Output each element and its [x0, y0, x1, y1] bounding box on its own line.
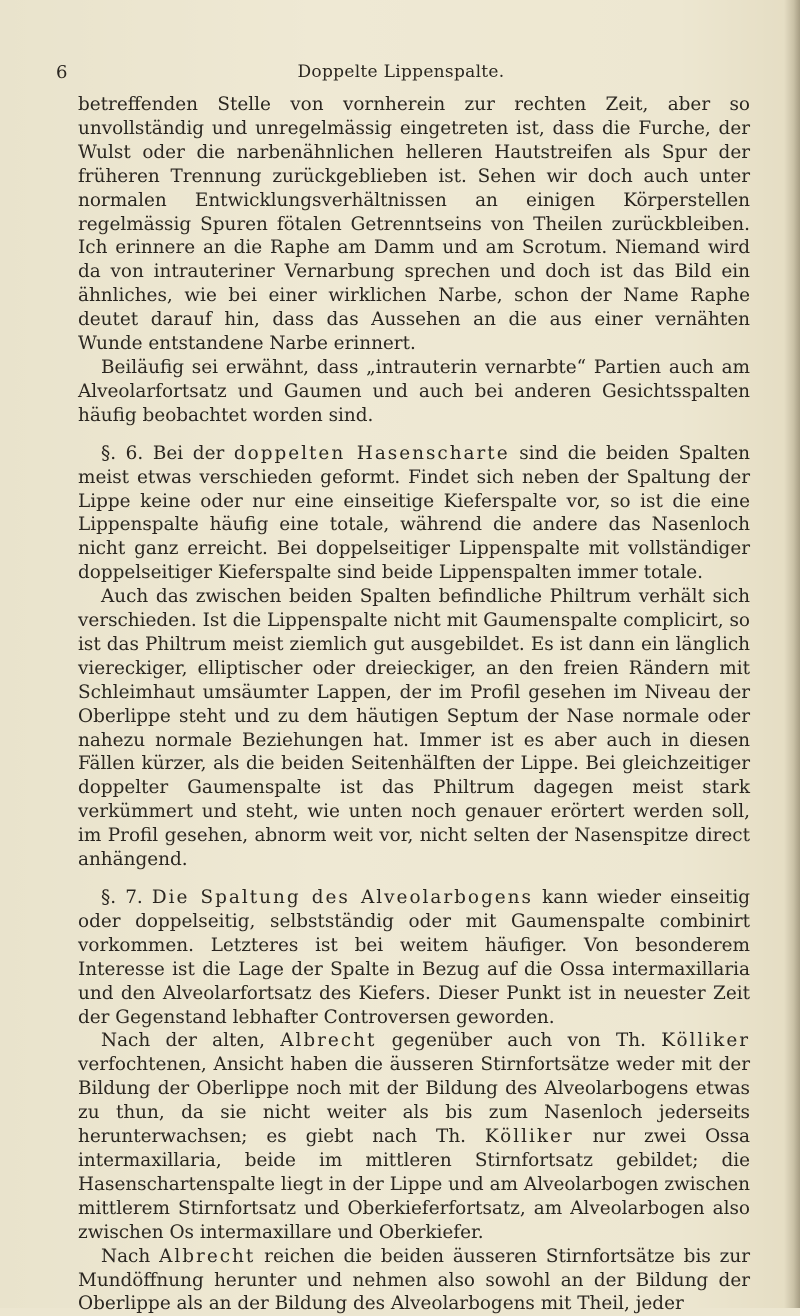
running-title: Doppelte Lippenspalte. — [297, 62, 505, 82]
text-run: Auch das zwischen beiden Spalten befindliche Philtrum verhält sich verschieden. Ist die Lippenspalte nicht mit Gaumenspalte complicirt, so ist das Philtrum meist ziemlich gut ausgebildet. Es ist dann ein länglich viereckiger, elliptischer oder dreieckiger, an den freien Rändern mit Schleimhaut umsäumter Lappen, der im Profil gesehen im Niveau der Oberlippe steht und zu dem häutigen Septum der Nase normale oder nahezu normale Beziehungen hat. Immer ist es aber auch in diesen Fällen kürzer, als die beiden Seitenhälften der Lippe. Bei gleichzeitiger doppelter Gaumenspalte ist das Philtrum dagegen meist stark verkümmert und steht, wie unten noch genauer erörtert werden soll, im Profil gesehen, abnorm weit vor, nicht selten der Nasenspitze direct anhängend. — [78, 586, 750, 871]
paragraph — [78, 356, 750, 428]
text-run: kann wieder einseitig oder doppelseitig, selbstständig oder mit Gaumenspalte combinirt vorkommen. Letzteres ist bei weitem häufiger. Von besonderem Interesse ist die Lage der Spalte in Bezug auf die Ossa intermaxillaria und den Alveolarfortsatz des Kiefers. Dieser Punkt ist in neuester Zeit der Gegenstand lebhafter Controversen geworden. — [78, 887, 751, 1028]
spaced-emphasis: doppelten Hasenscharte — [233, 442, 510, 464]
text-run: Nach — [101, 1245, 160, 1267]
text-run: sind die beiden Spalten meist etwas verschieden geformt. Findet sich neben der Spaltung der Lippe keine oder nur eine einseitige Kieferspalte vor, so ist die eine Lippenspalte häufig eine totale, während die andere das Nasenloch nicht ganz erreicht. Bei doppelseitiger Lippenspalte mit vollständiger doppelseitiger Kieferspalte sind beide Lippenspalten immer totale. — [78, 442, 751, 584]
text-run: verfochtenen, Ansicht haben die äusseren Stirnfortsätze weder mit der Bildung der Oberlippe noch mit der Bildung des Alveolarbogens etwas zu thun, da sie nicht weiter als bis zum Nasenloch jederseits herunterwachsen; es giebt nach Th. — [78, 1054, 750, 1148]
text-run: Nach der alten, — [101, 1030, 281, 1052]
page-edge-shadow — [784, 0, 800, 1308]
text-run: §. 6. Bei der — [101, 442, 234, 464]
page-number: 6 — [56, 62, 68, 83]
spaced-emphasis: Kölliker — [484, 1126, 574, 1148]
text-run: gegenüber auch von Th. — [376, 1030, 662, 1052]
paragraph — [78, 585, 750, 872]
body-text — [78, 93, 750, 1316]
paragraph — [78, 93, 750, 356]
section-paragraph — [78, 886, 750, 1029]
section-paragraph — [78, 442, 750, 585]
spaced-emphasis: Kölliker — [661, 1030, 750, 1052]
text-run: §. 7. — [101, 887, 152, 908]
paragraph — [78, 1245, 750, 1316]
spaced-emphasis: Albrecht — [159, 1245, 256, 1267]
spaced-emphasis: Albrecht — [280, 1030, 377, 1052]
spaced-emphasis: Die Spaltung des Alveolarbogens — [151, 887, 533, 908]
paragraph — [78, 1029, 750, 1244]
text-run: reichen die beiden äusseren Stirnfortsätze bis zur Mundöffnung herunter und nehmen also sowohl an der Bildung der Oberlippe als an der Bildung des Alveolarbogens mit Theil, jeder — [78, 1245, 750, 1315]
page-header — [56, 62, 746, 86]
text-run: Beiläufig sei erwähnt, dass „intrauterin vernarbte“ Partien auch am Alveolarfortsatz und Gaumen und auch bei anderen Gesichtsspalten häufig beobachtet worden sind. — [78, 356, 750, 426]
text-run: nur zwei Ossa intermaxillaria, beide im mittleren Stirnfortsatz gebildet; die Hasenschartenspalte liegt in der Lippe und am Alveolarbogen zwischen mittlerem Stirnfortsatz und Oberkieferfortsatz, am Alveolarbogen also zwischen Os intermaxillare und Oberkiefer. — [78, 1126, 750, 1243]
text-run: betreffenden Stelle von vornherein zur rechten Zeit, aber so unvollständig und unregelmässig eingetreten ist, dass die Furche, der Wulst oder die narbenähnlichen helleren Hautstreifen als Spur der früheren Trennung zurückgeblieben ist. Sehen wir doch auch unter normalen Entwicklungsverhältnissen an einigen Körperstellen regelmässig Spuren fötalen Getrenntseins von Theilen zurückbleiben. Ich erinnere an die Raphe am Damm und am Scrotum. Niemand wird da von intrauteriner Vernarbung sprechen und doch ist das Bild ein ähnliches, wie bei einer wirklichen Narbe, schon der Name Raphe deutet darauf hin, dass das Aussehen an die aus einer vernähten Wunde entstandene Narbe erinnert. — [78, 94, 750, 355]
